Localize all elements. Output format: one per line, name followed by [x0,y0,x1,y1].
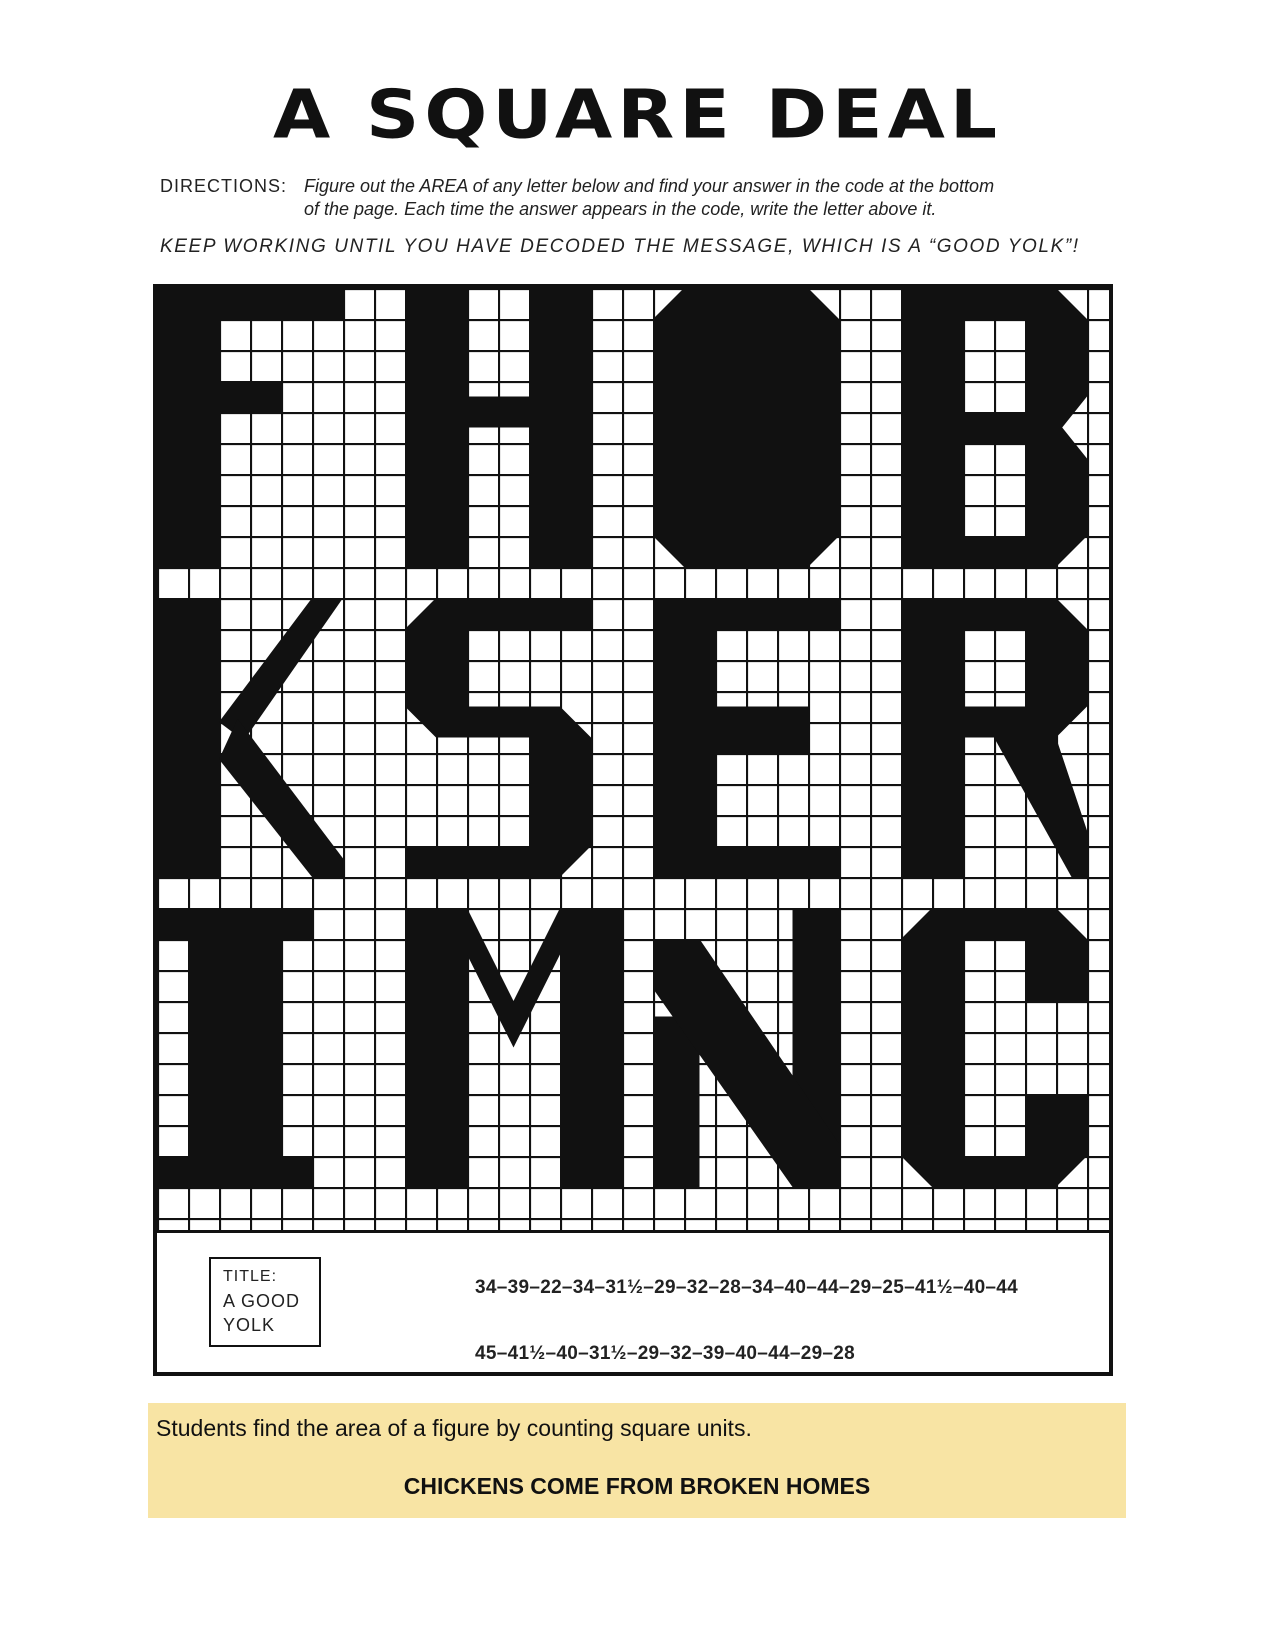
note-description: Students find the area of a figure by counting square units. [156,1415,752,1441]
title-box-line-2: YOLK [223,1315,276,1335]
letter-m-stroke [405,908,467,1187]
letter-h-stroke [467,397,529,428]
note-answer: CHICKENS COME FROM BROKEN HOMES [403,1473,871,1499]
code-line-2: 45–41½–40–31½–29–32–39–40–44–29–28 [475,1343,856,1364]
letter-i-stroke [157,1156,312,1187]
letter-o-stroke [653,288,839,567]
letter-k-stroke [157,598,219,877]
letter-r-stroke [901,598,963,877]
directions-label [160,176,287,197]
letter-o [653,288,839,567]
directions-line-2: of the page. Each time the answer appears in the code, write the letter above it. [304,199,937,219]
letter-grid [157,288,1113,1234]
code-line-1: 34–39–22–34–31½–29–32–28–34–40–44–29–25–41½–40–44 [475,1277,1019,1298]
letter-f-stroke [157,288,219,567]
letter-grid-puzzle [153,284,1113,1234]
directions-line-3: KEEP WORKING UNTIL YOU HAVE DECODED THE MESSAGE, WHICH IS A “GOOD YOLK”! [160,236,1080,257]
letter-h-stroke [529,288,591,567]
letter-m-stroke [560,908,622,1187]
teacher-note [148,1403,1126,1518]
page-title: A SQUARE DEAL [272,76,1002,154]
letter-i-stroke [157,908,312,939]
code-box [153,1230,1113,1376]
letter-b-stroke [901,288,963,567]
letter-e-stroke [653,707,808,754]
letter-e-stroke [653,846,839,877]
directions-line-1: Figure out the AREA of any letter below and find your answer in the code at the bottom [304,176,995,196]
title-box-line-1: A GOOD [223,1291,301,1311]
letter-f-stroke [157,381,281,412]
directions-label-text: DIRECTIONS: [160,176,288,196]
letter-i-stroke [188,908,281,1187]
letter-e-stroke [653,598,839,629]
title-box [209,1257,321,1347]
letter-h-stroke [405,288,467,567]
title-box-label: TITLE: [223,1268,278,1285]
